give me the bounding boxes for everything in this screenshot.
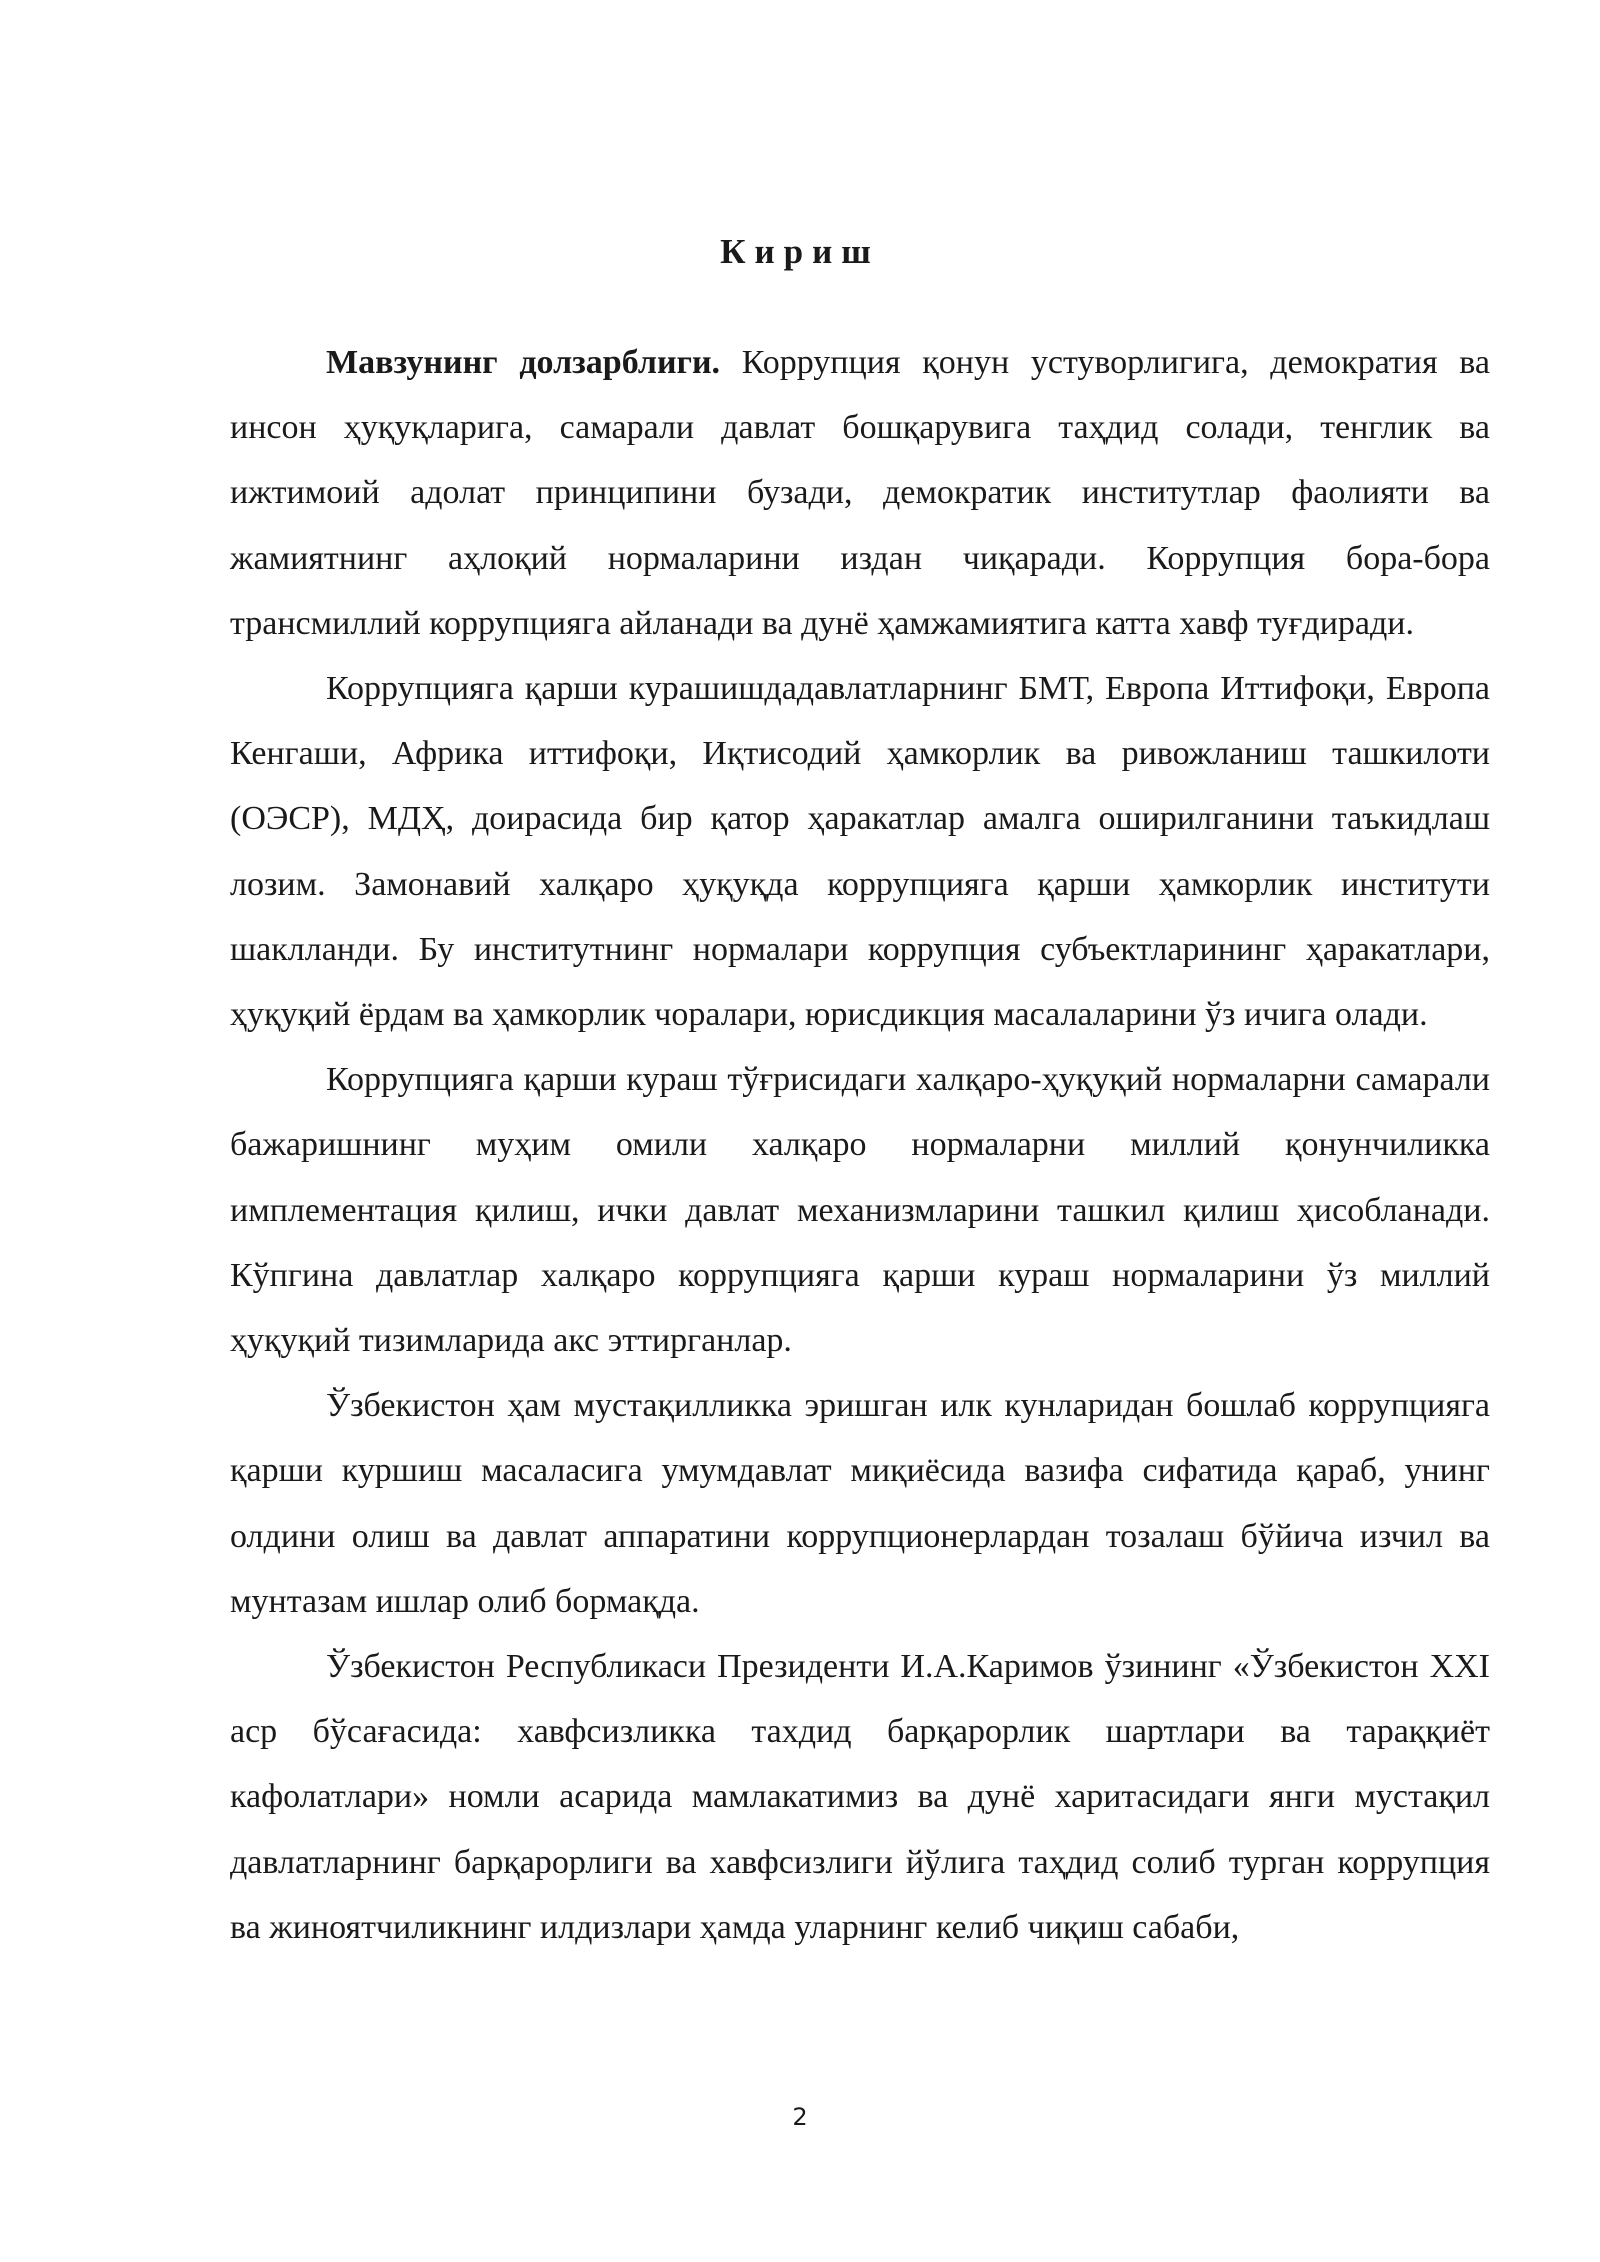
paragraph-president: Ўзбекистон Республикаси Президенти И.А.Каримов ўзининг «Ўзбекистон XXI аср бўсағасида: хавфсизликка тахдид барқарорлик шартлари ва тараққиёт кафолатлари» номли асарида мамлакатимиз ва дунё харитасидаги янги мустақил давлатларнинг барқарорлиги ва хавфсизлиги йўлига таҳдид солиб турган коррупция ва жиноятчиликнинг илдизлари ҳамда уларнинг келиб чиқиш сабаби,: [230, 1648, 1490, 1946]
paragraph-text: Коррупция қонун устуворлигига, демократия ва инсон ҳуқуқларига, самарали давлат бошқарувига таҳдид солади, тенглик ва ижтимоий адолат принципини бузади, демократик институтлар фаолияти ва жамиятнинг аҳлоқий нормаларини издан чиқаради. Коррупция бора-бора трансмиллий коррупцияга айланади ва дунё ҳамжамиятига катта хавф туғдиради.: [230, 344, 1490, 642]
page-number: 2: [792, 2103, 808, 2131]
paragraph-lead: Мавзунинг долзарблиги.: [326, 344, 721, 381]
paragraph-implementation: Коррупцияга қарши кураш тўғрисидаги халқаро-ҳуқуқий нормаларни самарали бажаришнинг муҳим омили халқаро нормаларни миллий қонунчиликка имплементация қилиш, ички давлат механизмларини ташкил қилиш ҳисобланади. Кўпгина давлатлар халқаро коррупцияга қарши кураш нормаларини ўз миллий ҳуқуқий тизимларида акс эттирганлар.: [230, 1061, 1490, 1360]
body-text: [230, 330, 1490, 1960]
paragraph-uzbekistan: Ўзбекистон ҳам мустақилликка эришган илк кунларидан бошлаб коррупцияга қарши куршиш масаласига умумдавлат миқиёсида вазифа сифатида қараб, унинг олдини олиш ва давлат аппаратини коррупционерлардан тозалаш бўйича изчил ва мунтазам ишлар олиб бормақда.: [230, 1387, 1490, 1620]
paragraph-international-cooperation: Коррупцияга қарши курашишдадавлатларнинг БМТ, Европа Иттифоқи, Европа Кенгаши, Африка иттифоқи, Иқтисодий ҳамкорлик ва ривожланиш ташкилоти (ОЭСР), МДҲ, доирасида бир қатор ҳаракатлар амалга оширилганини таъкидлаш лозим. Замонавий халқаро ҳуқуқда коррупцияга қарши ҳамкорлик институти шаклланди. Бу институтнинг нормалари коррупция субъектларининг ҳаракатлари, ҳуқуқий ёрдам ва ҳамкорлик чоралари, юрисдикция масалаларини ўз ичига олади.: [230, 670, 1490, 1034]
section-heading: Кириш: [720, 232, 880, 271]
paragraph-relevance: [230, 330, 1490, 656]
